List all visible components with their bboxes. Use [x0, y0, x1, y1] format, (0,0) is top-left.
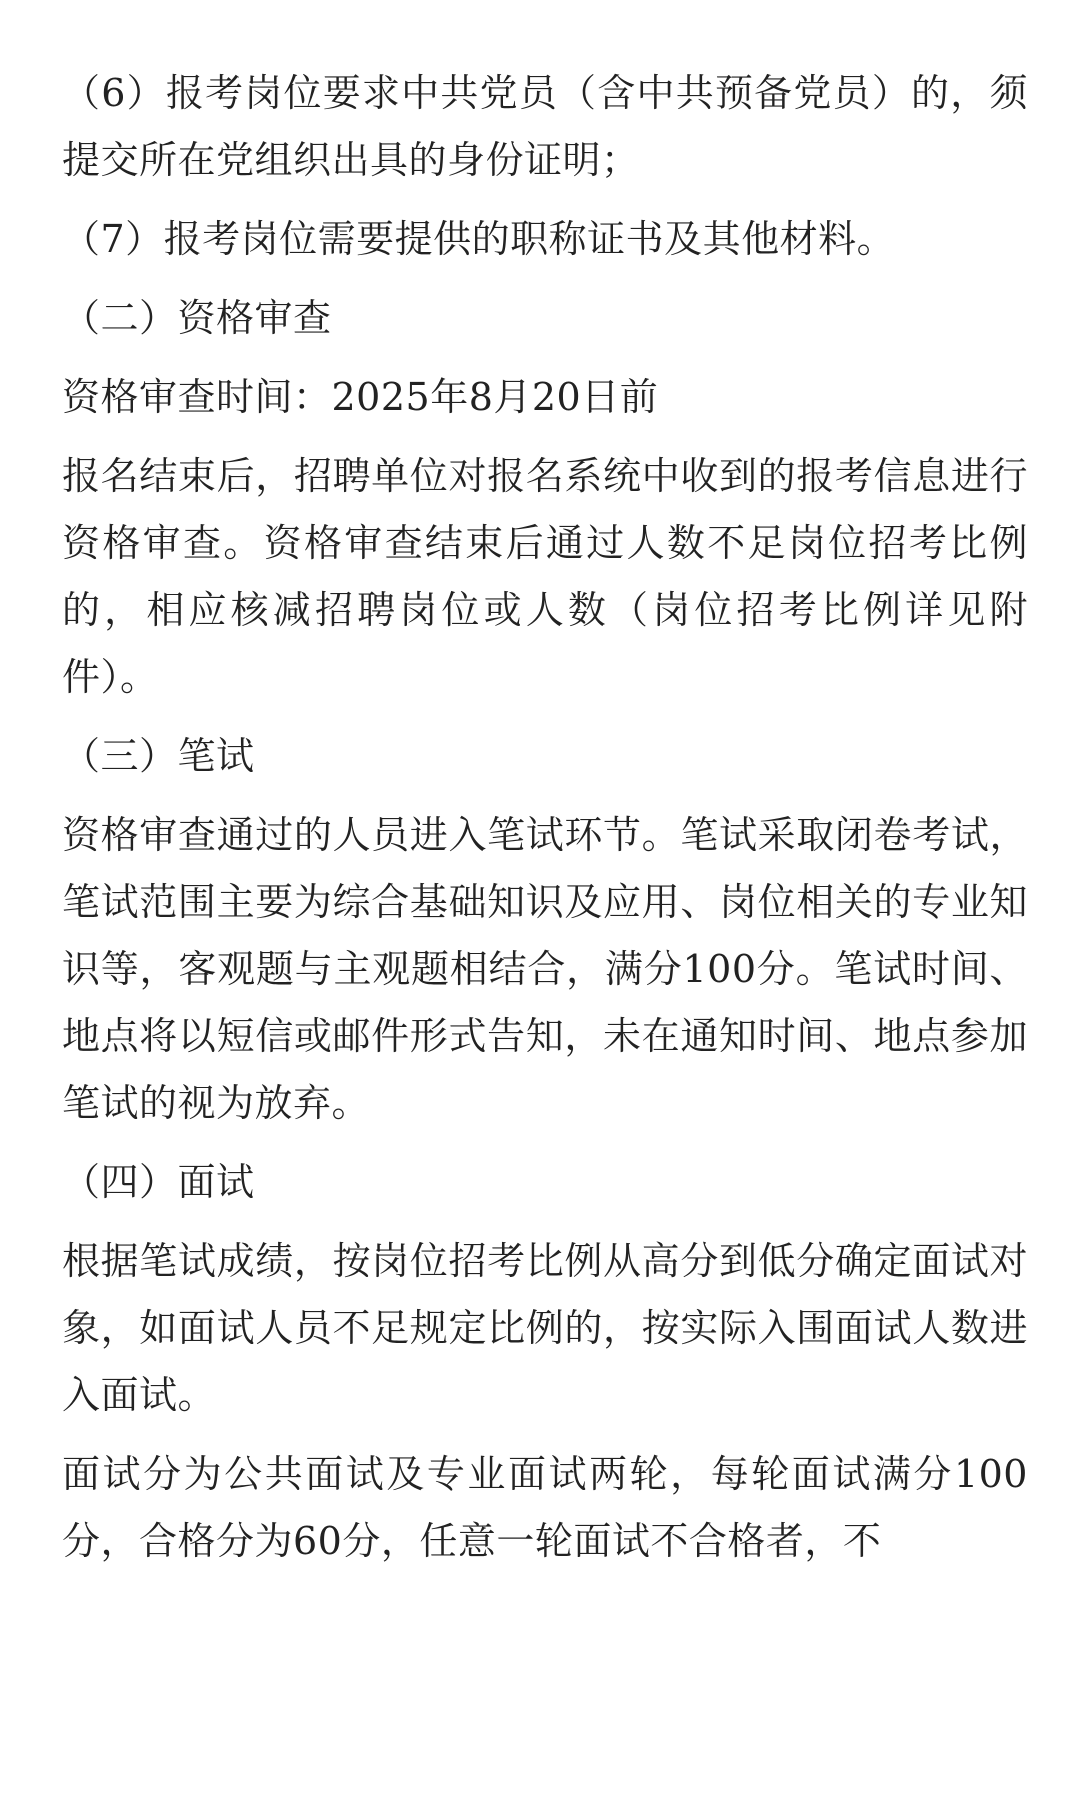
paragraph-review-deadline: 资格审查时间：2025年8月20日前 [62, 375, 659, 419]
article-body [62, 60, 1028, 1575]
paragraph-interview-rounds: 面试分为公共面试及专业面试两轮，每轮面试满分100分，合格分为60分，任意一轮面试不合格者，不 [62, 1452, 1028, 1563]
section-heading-written-exam: （三）笔试 [62, 734, 255, 778]
paragraph-title-certificates: （7）报考岗位需要提供的职称证书及其他材料。 [62, 217, 896, 261]
section-heading-qualification-review: （二）资格审查 [62, 296, 332, 340]
paragraph-interview-selection: 根据笔试成绩，按岗位招考比例从高分到低分确定面试对象，如面试人员不足规定比例的，按实际入围面试人数进入面试。 [62, 1239, 1028, 1417]
section-heading-interview: （四）面试 [62, 1160, 255, 1204]
paragraph-written-exam-details: 资格审查通过的人员进入笔试环节。笔试采取闭卷考试，笔试范围主要为综合基础知识及应用、岗位相关的专业知识等，客观题与主观题相结合，满分100分。笔试时间、地点将以短信或邮件形式告知，未在通知时间、地点参加笔试的视为放弃。 [62, 813, 1028, 1125]
paragraph-review-process: 报名结束后，招聘单位对报名系统中收到的报考信息进行资格审查。资格审查结束后通过人数不足岗位招考比例的，相应核减招聘岗位或人数（岗位招考比例详见附件）。 [62, 454, 1028, 699]
paragraph-party-member-proof: （6）报考岗位要求中共党员（含中共预备党员）的，须提交所在党组织出具的身份证明； [62, 71, 1028, 182]
